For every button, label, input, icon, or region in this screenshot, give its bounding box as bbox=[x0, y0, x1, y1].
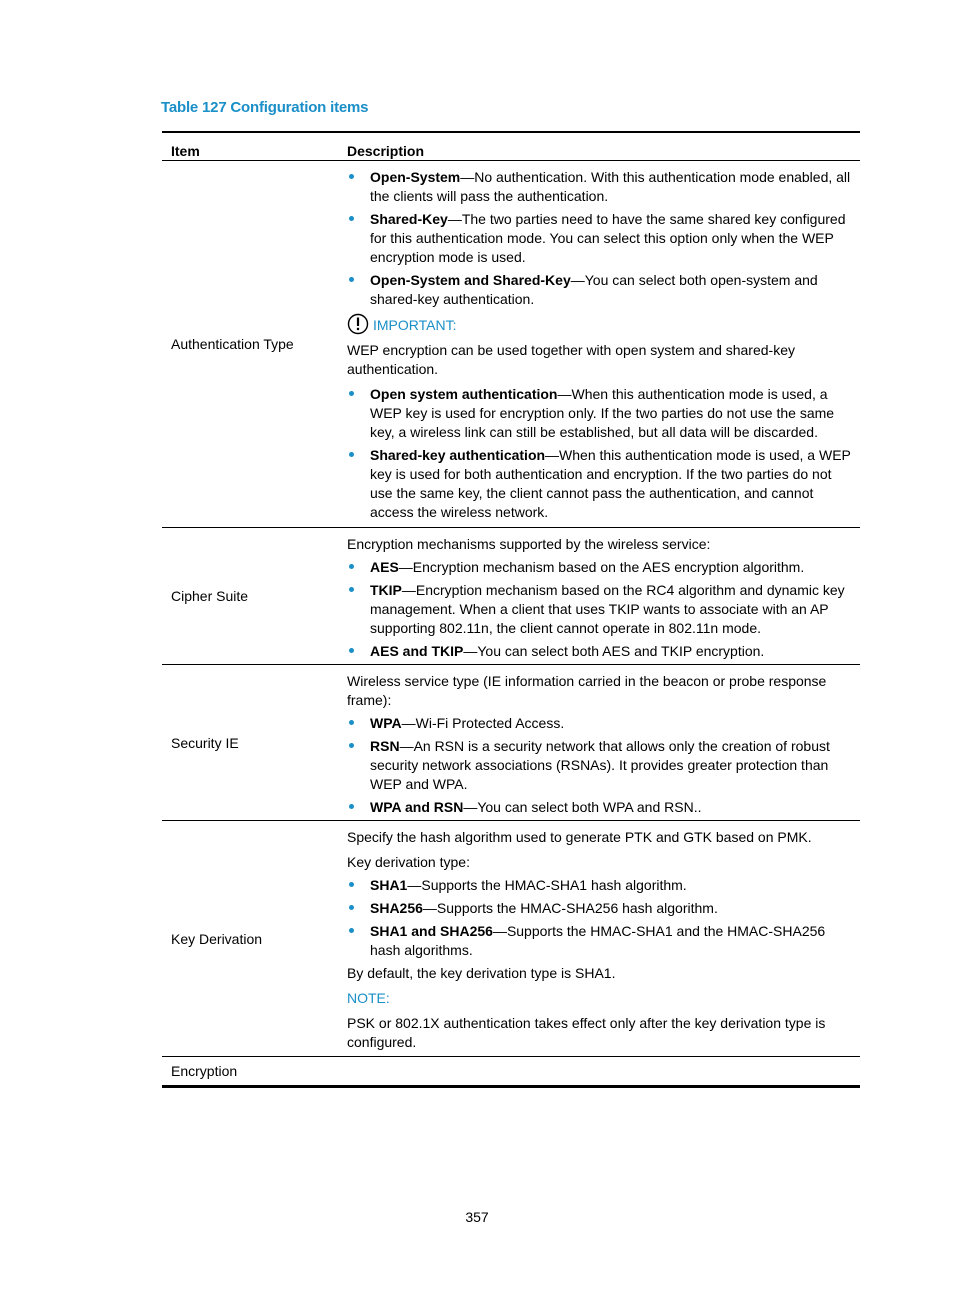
configuration-table bbox=[162, 131, 860, 1088]
default-text: By default, the key derivation type is SHA1. bbox=[347, 965, 616, 981]
bullet-list bbox=[347, 558, 852, 661]
item-label: Encryption bbox=[171, 1063, 238, 1079]
term: SHA1 and SHA256 bbox=[370, 923, 493, 939]
bullet-dot-icon bbox=[349, 391, 354, 396]
term: WPA and RSN bbox=[370, 799, 464, 815]
term-description: —You can select both open-system and shared-key authentication. bbox=[370, 272, 818, 307]
bullet-list bbox=[347, 168, 852, 309]
important-text: WEP encryption can be used together with open system and shared-key authentication. bbox=[347, 342, 795, 377]
table-row-authentication-type bbox=[162, 161, 860, 528]
description-cell bbox=[347, 161, 860, 527]
list-item bbox=[347, 876, 852, 895]
term-description: —You can select both WPA and RSN.. bbox=[463, 799, 702, 815]
term-description: —Supports the HMAC-SHA1 and the HMAC-SHA256 hash algorithms. bbox=[370, 923, 826, 958]
table-caption: Table 127 Configuration items bbox=[161, 99, 369, 116]
list-item bbox=[347, 558, 852, 577]
note-text: PSK or 802.1X authentication takes effect only after the key derivation type is configured. bbox=[347, 1015, 826, 1050]
item-label: Authentication Type bbox=[171, 336, 294, 352]
table-header-row bbox=[162, 133, 860, 161]
header-item: Item bbox=[171, 143, 200, 159]
bullet-dot-icon bbox=[349, 587, 354, 592]
important-callout bbox=[347, 313, 852, 335]
bullet-dot-icon bbox=[349, 905, 354, 910]
list-item bbox=[347, 210, 852, 267]
term: SHA256 bbox=[370, 900, 423, 916]
bullet-list bbox=[347, 714, 852, 817]
term: Shared-key authentication bbox=[370, 447, 546, 463]
list-item bbox=[347, 922, 852, 960]
description-cell bbox=[347, 665, 860, 820]
description-cell bbox=[347, 1057, 860, 1085]
intro-text: Key derivation type: bbox=[347, 854, 470, 870]
term: Open system authentication bbox=[370, 386, 558, 402]
exclamation-circle-icon bbox=[347, 313, 369, 335]
list-item bbox=[347, 446, 852, 522]
term: Open-System bbox=[370, 169, 461, 185]
term-description: —Encryption mechanism based on the RC4 algorithm and dynamic key management. When a client that uses TKIP wants to associate with an AP supporting 802.11n, the client cannot operate in 802.11n mode. bbox=[370, 582, 845, 636]
term: AES and TKIP bbox=[370, 643, 464, 659]
bullet-dot-icon bbox=[349, 277, 354, 282]
term-description: —When this authentication mode is used, a WEP key is used for encryption only. If the two parties do not use the same key, a wireless link can still be established, but all data will be discarded. bbox=[370, 386, 835, 440]
bullet-dot-icon bbox=[349, 648, 354, 653]
term: Shared-Key bbox=[370, 211, 448, 227]
list-item bbox=[347, 737, 852, 794]
description-cell bbox=[347, 821, 860, 1056]
list-item bbox=[347, 385, 852, 442]
term-description: —Supports the HMAC-SHA1 hash algorithm. bbox=[407, 877, 687, 893]
term: Open-System and Shared-Key bbox=[370, 272, 571, 288]
list-item bbox=[347, 642, 852, 661]
header-description: Description bbox=[347, 143, 425, 159]
table-row-security-ie bbox=[162, 665, 860, 821]
bullet-dot-icon bbox=[349, 804, 354, 809]
intro-text: Specify the hash algorithm used to generate PTK and GTK based on PMK. bbox=[347, 829, 812, 845]
list-item bbox=[347, 581, 852, 638]
list-item bbox=[347, 899, 852, 918]
list-item bbox=[347, 714, 852, 733]
term: SHA1 bbox=[370, 877, 408, 893]
description-cell bbox=[347, 528, 860, 664]
term-description: —Encryption mechanism based on the AES encryption algorithm. bbox=[398, 559, 805, 575]
term-description: —Wi-Fi Protected Access. bbox=[401, 715, 565, 731]
list-item bbox=[347, 168, 852, 206]
bullet-dot-icon bbox=[349, 452, 354, 457]
bullet-list bbox=[347, 876, 852, 960]
term-description: —No authentication. With this authentication mode enabled, all the clients will pass the authentication. bbox=[370, 169, 851, 204]
bullet-dot-icon bbox=[349, 216, 354, 221]
bullet-dot-icon bbox=[349, 928, 354, 933]
term: RSN bbox=[370, 738, 400, 754]
list-item bbox=[347, 271, 852, 309]
bullet-dot-icon bbox=[349, 720, 354, 725]
term-description: —Supports the HMAC-SHA256 hash algorithm. bbox=[422, 900, 718, 916]
item-label: Security IE bbox=[171, 734, 239, 751]
table-row-key-derivation bbox=[162, 821, 860, 1057]
term-description: —You can select both AES and TKIP encryption. bbox=[463, 643, 765, 659]
bullet-dot-icon bbox=[349, 174, 354, 179]
page-number: 357 bbox=[465, 1209, 489, 1225]
term: WPA bbox=[370, 715, 402, 731]
term-description: —The two parties need to have the same shared key configured for this authentication mode. You can select this option only when the WEP encryption mode is used. bbox=[370, 211, 846, 265]
term: TKIP bbox=[370, 582, 402, 598]
bullet-dot-icon bbox=[349, 882, 354, 887]
bullet-dot-icon bbox=[349, 564, 354, 569]
list-item bbox=[347, 798, 852, 817]
table-row-encryption bbox=[162, 1057, 860, 1085]
term: AES bbox=[370, 559, 399, 575]
bullet-list bbox=[347, 385, 852, 522]
table-row-cipher-suite bbox=[162, 528, 860, 665]
intro-text: Encryption mechanisms supported by the wireless service: bbox=[347, 536, 711, 552]
term-description: —When this authentication mode is used, a WEP key is used for both authentication and encryption. If the two parties do not use the same key, the client cannot pass the authentication, and cannot access the wireless network. bbox=[370, 447, 851, 520]
bullet-dot-icon bbox=[349, 743, 354, 748]
intro-text: Wireless service type (IE information carried in the beacon or probe response frame): bbox=[347, 673, 827, 708]
term-description: —An RSN is a security network that allows only the creation of robust security network associations (RSNAs). It provides greater protection than WEP and WPA. bbox=[370, 738, 830, 792]
note-label: NOTE: bbox=[347, 990, 390, 1006]
item-label: Key Derivation bbox=[171, 930, 263, 947]
item-label: Cipher Suite bbox=[171, 588, 249, 604]
important-label: IMPORTANT: bbox=[373, 317, 457, 333]
